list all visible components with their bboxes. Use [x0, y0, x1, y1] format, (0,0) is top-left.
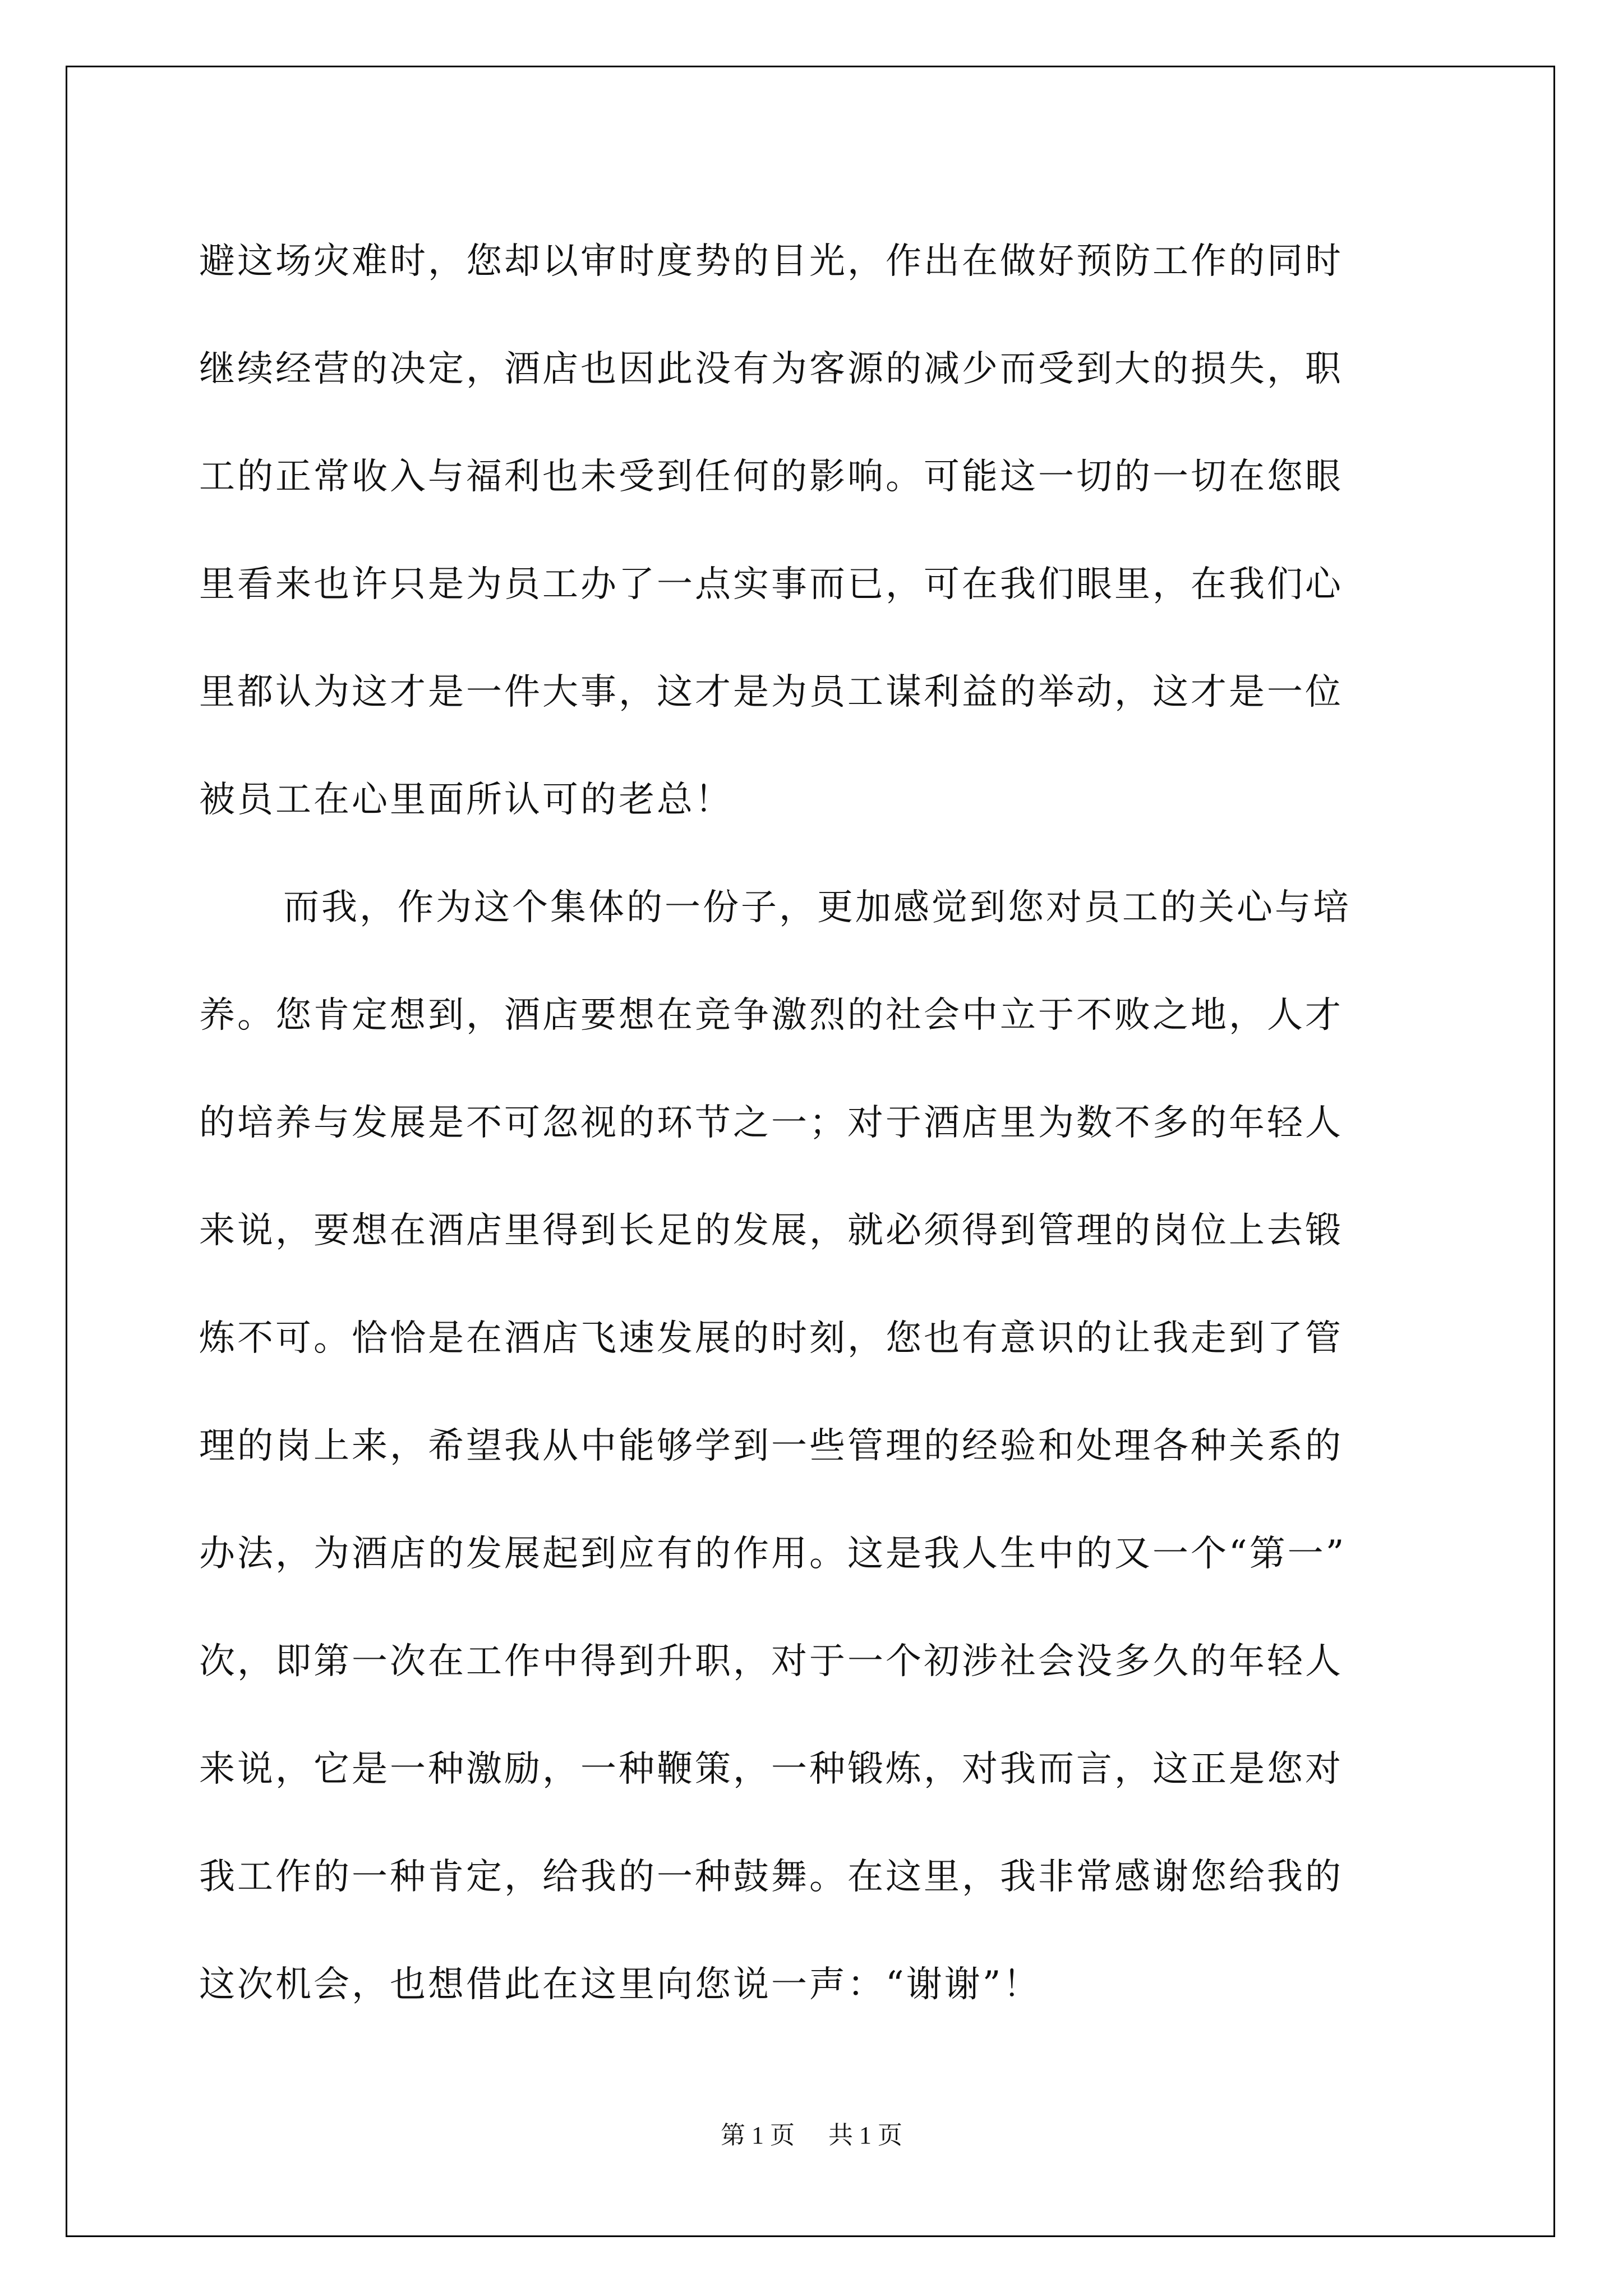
text-line: 继续经营的决定，酒店也因此没有为客源的减少而受到大的损失，职 — [199, 348, 1343, 390]
text-line-indented: 而我，作为这个集体的一份子，更加感觉到您对员工的关心与培 — [283, 887, 1351, 928]
page-footer — [0, 2115, 1623, 2151]
text-line: 里看来也许只是为员工办了一点实事而已，可在我们眼里，在我们心 — [199, 564, 1343, 605]
text-line: 次，即第一次在工作中得到升职，对于一个初涉社会没多久的年轻人 — [199, 1641, 1343, 1682]
text-line: 这次机会，也想借此在这里向您说一声：“谢谢”！ — [199, 1964, 1041, 2005]
text-line: 被员工在心里面所认可的老总！ — [199, 779, 733, 821]
text-line: 来说，要想在酒店里得到长足的发展，就必须得到管理的岗位上去锻 — [199, 1210, 1343, 1251]
text-line: 养。您肯定想到，酒店要想在竞争激烈的社会中立于不败之地，人才 — [199, 995, 1343, 1036]
text-line: 来说，它是一种激励，一种鞭策，一种锻炼，对我而言，这正是您对 — [199, 1749, 1343, 1790]
paragraph-1 — [199, 208, 1467, 854]
text-line: 的培养与发展是不可忽视的环节之一；对于酒店里为数不多的年轻人 — [199, 1102, 1343, 1144]
text-line: 炼不可。恰恰是在酒店飞速发展的时刻，您也有意识的让我走到了管 — [199, 1318, 1343, 1359]
document-body — [199, 208, 1467, 2039]
text-line: 我工作的一种肯定，给我的一种鼓舞。在这里，我非常感谢您给我的 — [199, 1856, 1343, 1898]
page-number: 第 1 页 — [721, 2122, 795, 2149]
text-line: 工的正常收入与福利也未受到任何的影响。可能这一切的一切在您眼 — [199, 456, 1343, 498]
text-line: 理的岗上来，希望我从中能够学到一些管理的经验和处理各种关系的 — [199, 1425, 1343, 1467]
paragraph-2 — [199, 854, 1467, 2039]
text-line: 里都认为这才是一件大事，这才是为员工谋利益的举动，这才是一位 — [199, 671, 1343, 713]
page-total: 共 1 页 — [828, 2122, 902, 2149]
text-line: 办法，为酒店的发展起到应有的作用。这是我人生中的又一个“第一” — [199, 1533, 1347, 1575]
text-line: 避这场灾难时，您却以审时度势的目光，作出在做好预防工作的同时 — [199, 241, 1343, 282]
